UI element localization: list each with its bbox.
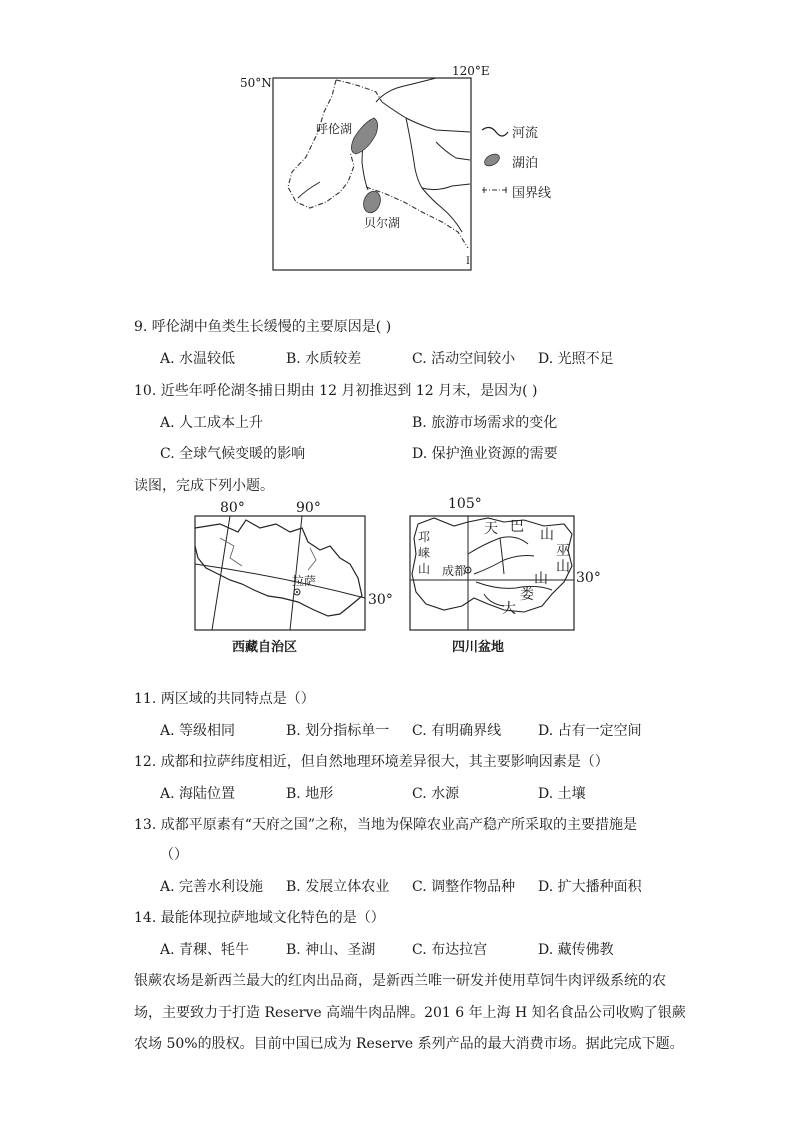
section-intro: 读图，完成下列小题。 — [134, 478, 274, 494]
question-13-option-c: C. 调整作物品种 — [412, 879, 516, 895]
hulun-lake-label: 呼伦湖 — [316, 122, 353, 136]
chengdu-label: 成都 — [442, 564, 467, 578]
sichuan-lon-105: 105° — [448, 496, 482, 512]
tibet-caption: 西藏自治区 — [232, 640, 298, 655]
question-9-stem: 9. 呼伦湖中鱼类生长缓慢的主要原因是( ) — [134, 319, 392, 335]
question-12-stem: 12. 成都和拉萨纬度相近，但自然地理环境差异很大，其主要影响因素是（） — [134, 754, 609, 770]
question-12-option-d: D. 土壤 — [538, 786, 586, 802]
shan-char-top: 山 — [540, 527, 554, 543]
sichuan-map — [404, 494, 604, 658]
lake-legend-icon — [483, 152, 502, 169]
passage-line-3: 农场 50%的股权。目前中国已成为 Reserve 系列产品的最大消费市场。据此完成下题。 — [134, 1036, 684, 1052]
question-14-option-a: A. 青稞、牦牛 — [160, 942, 250, 958]
question-11-option-b: B. 划分指标单一 — [286, 723, 390, 739]
question-9-option-d: D. 光照不足 — [538, 351, 614, 367]
buir-lake-shape — [361, 189, 384, 215]
question-14-option-d: D. 藏传佛教 — [538, 942, 614, 958]
tian-char-top: 天 — [484, 521, 498, 537]
question-9-option-c: C. 活动空间较小 — [412, 351, 516, 367]
qionglai-char-1: 邛 — [418, 530, 431, 544]
question-11-option-d: D. 占有一定空间 — [538, 723, 642, 739]
question-12-option-c: C. 水源 — [412, 786, 460, 802]
question-9-option-b: B. 水质较差 — [286, 351, 362, 367]
lat-label: 50°N — [240, 76, 272, 90]
passage-line-1: 银蕨农场是新西兰最大的红肉出品商，是新西兰唯一研发并使用草饲牛肉评级系统的农 — [134, 973, 666, 989]
question-13-stem: 13. 成都平原素有“天府之国”之称，当地为保障农业高产稳产所采取的主要措施是 — [134, 817, 638, 833]
ba-char: 巴 — [510, 519, 524, 535]
question-12-option-a: A. 海陆位置 — [160, 786, 236, 802]
river-legend-icon — [482, 127, 508, 136]
question-11-option-c: C. 有明确界线 — [412, 723, 502, 739]
lon-label: 120°E — [452, 64, 490, 78]
question-14-option-b: B. 神山、圣湖 — [286, 942, 376, 958]
question-11-stem: 11. 两区域的共同特点是（） — [134, 691, 315, 707]
question-13-option-d: D. 扩大播种面积 — [538, 879, 642, 895]
wu-char: 巫 — [556, 543, 570, 559]
passage-line-2: 场，主要致力于打造 Reserve 高端牛肉品牌。201 6 年上海 H 知名食品公司收购了银蕨 — [134, 1005, 686, 1021]
da-char: 大 — [502, 601, 516, 617]
question-10-option-c: C. 全球气候变暖的影响 — [160, 446, 306, 462]
lhasa-label: 拉萨 — [292, 574, 317, 588]
lou-char: 娄 — [520, 587, 534, 603]
qionglai-char-2: 崃 — [418, 546, 431, 560]
qionglai-char-3: 山 — [418, 562, 431, 576]
hulun-lake-shape — [351, 118, 377, 154]
legend-lake: 湖泊 — [512, 156, 539, 171]
sichuan-lat-30: 30° — [576, 570, 601, 586]
shan-char-wu: 山 — [556, 559, 570, 575]
question-10-option-d: D. 保护渔业资源的需要 — [412, 446, 558, 462]
question-14-stem: 14. 最能体现拉萨地域文化特色的是（） — [134, 910, 385, 926]
question-14-option-c: C. 布达拉宫 — [412, 942, 488, 958]
question-13-option-b: B. 发展立体农业 — [286, 879, 390, 895]
tibet-map — [190, 498, 400, 658]
buir-lake-label: 贝尔湖 — [364, 216, 401, 230]
question-12-option-b: B. 地形 — [286, 786, 334, 802]
question-11-option-a: A. 等级相同 — [160, 723, 236, 739]
question-10-option-a: A. 人工成本上升 — [160, 415, 264, 431]
legend-border: 国界线 — [512, 186, 552, 201]
question-13-option-a: A. 完善水利设施 — [160, 879, 264, 895]
question-9-option-a: A. 水温较低 — [160, 351, 236, 367]
question-13-stem-cont: （） — [160, 847, 188, 863]
tibet-lon-90: 90° — [296, 500, 321, 516]
tibet-lat-30: 30° — [368, 592, 393, 608]
sichuan-map-svg — [404, 494, 604, 658]
question-10-option-b: B. 旅游市场需求的变化 — [412, 415, 558, 431]
hulun-map — [236, 62, 556, 274]
corner-mark: I — [466, 256, 470, 267]
shan-char-mid: 山 — [534, 571, 548, 587]
sichuan-caption: 四川盆地 — [452, 640, 505, 655]
tibet-lon-80: 80° — [220, 500, 245, 516]
question-10-stem: 10. 近些年呼伦湖冬捕日期由 12 月初推迟到 12 月末，是因为( ) — [134, 383, 538, 399]
legend-river: 河流 — [512, 126, 539, 141]
hulun-map-svg — [236, 62, 556, 274]
